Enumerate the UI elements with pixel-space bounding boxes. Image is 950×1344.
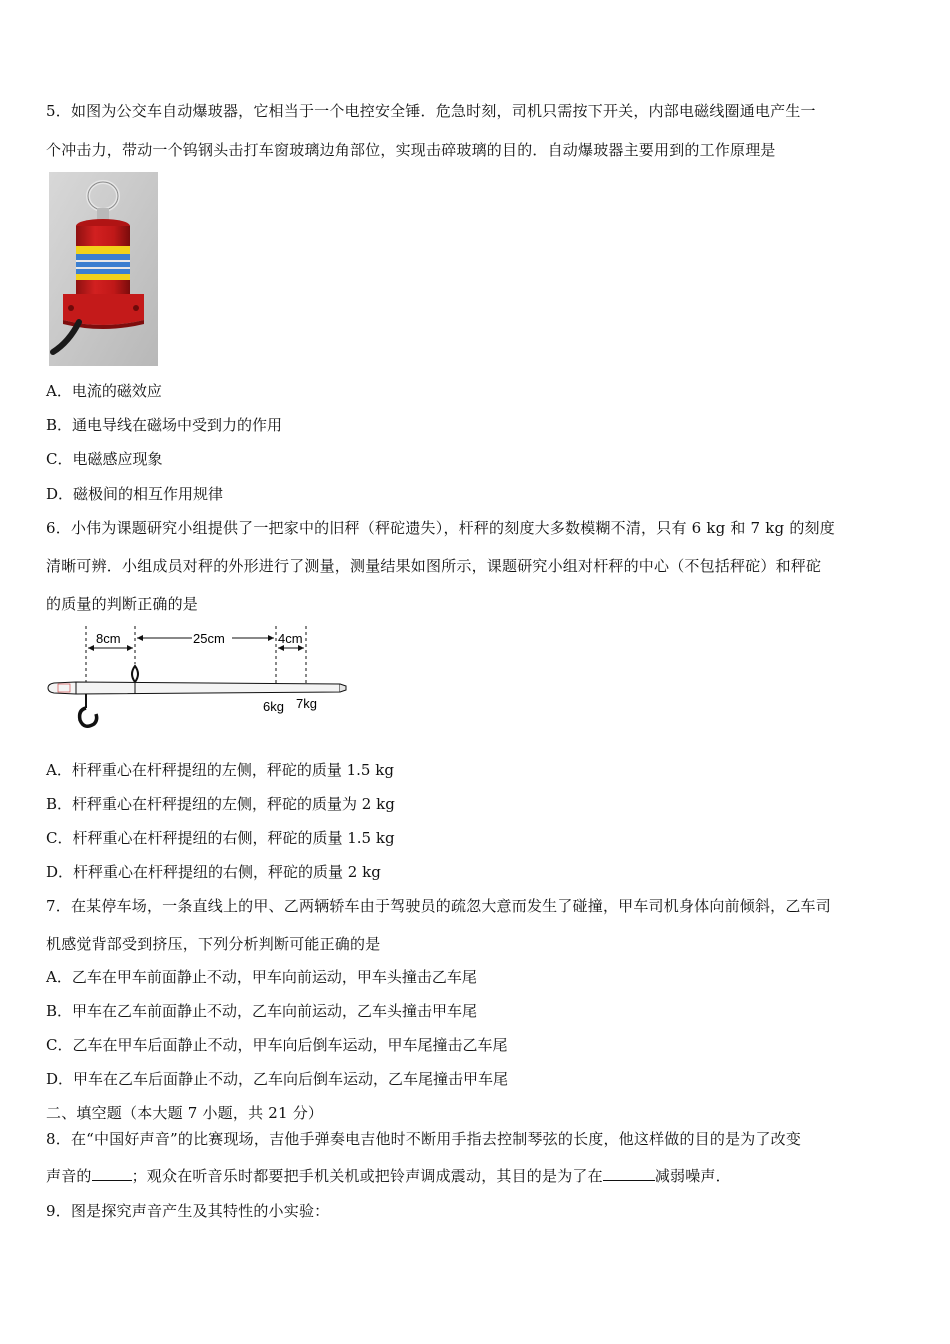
q8-blank-1[interactable] (92, 1166, 132, 1181)
q7-stem-line-2: 机感觉背部受到挤压，下列分析判断可能正确的是 (46, 935, 381, 953)
q6-option-c: C．杆秤重心在杆秤提纽的右侧，秤砣的质量 1.5 kg (46, 829, 395, 847)
q8-text-part-3: 减弱噪声． (654, 1167, 731, 1185)
mark-6kg: 6kg (263, 699, 284, 714)
q8-stem-line-1: 8．在“中国好声音”的比赛现场，吉他手弹奏电吉他时不断用手指去控制琴弦的长度，他这样做的目的是为了改变 (46, 1130, 802, 1148)
q5-option-a: A．电流的磁效应 (46, 382, 162, 400)
q5-option-d: D．磁极间的相互作用规律 (46, 485, 224, 503)
q6-option-b: B．杆秤重心在杆秤提纽的左侧，秤砣的质量为 2 kg (46, 795, 395, 813)
q5-stem-line-2: 个冲击力，带动一个钨钢头击打车窗玻璃边角部位，实现击碎玻璃的目的．自动爆玻器主要用到的工作原理是 (46, 141, 776, 159)
q6-stem-line-1: 6．小伟为课题研究小组提供了一把家中的旧秤（秤砣遗失），杆秤的刻度大多数模糊不清，只有 6 kg 和 7 kg 的刻度 (46, 519, 835, 537)
q8-text-part-2: ；观众在听音乐时都要把手机关机或把铃声调成震动，其目的是为了在 (131, 1167, 603, 1185)
q7-option-a: A．乙车在甲车前面静止不动，甲车向前运动，甲车头撞击乙车尾 (46, 968, 477, 986)
q7-option-c: C．乙车在甲车后面静止不动，甲车向后倒车运动，甲车尾撞击乙车尾 (46, 1036, 508, 1054)
q7-option-d: D．甲车在乙车后面静止不动，乙车向后倒车运动，乙车尾撞击甲车尾 (46, 1070, 509, 1088)
auto-glass-breaker-photo (49, 172, 158, 366)
steelyard-diagram (40, 622, 350, 737)
section-2-title: 二、填空题（本大题 7 小题，共 21 分） (46, 1104, 324, 1122)
q5-option-c: C．电磁感应现象 (46, 450, 163, 468)
q8-stem-line-2 (46, 1166, 910, 1186)
q9-stem-line-1: 9．图是探究声音产生及其特性的小实验： (46, 1202, 330, 1220)
q5-option-b: B．通电导线在磁场中受到力的作用 (46, 416, 283, 434)
q8-text-part-1: 声音的 (46, 1167, 92, 1185)
dim-8cm: 8cm (96, 631, 121, 646)
q7-option-b: B．甲车在乙车前面静止不动，乙车向前运动，乙车头撞击甲车尾 (46, 1002, 478, 1020)
q7-stem-line-1: 7．在某停车场，一条直线上的甲、乙两辆轿车由于驾驶员的疏忽大意而发生了碰撞，甲车司机身体向前倾斜，乙车司 (46, 897, 831, 915)
mark-7kg: 7kg (296, 696, 317, 711)
dim-4cm: 4cm (278, 631, 303, 646)
q6-option-a: A．杆秤重心在杆秤提纽的左侧，秤砣的质量 1.5 kg (46, 761, 394, 779)
q6-option-d: D．杆秤重心在杆秤提纽的右侧，秤砣的质量 2 kg (46, 863, 381, 881)
q5-stem-line-1: 5．如图为公交车自动爆玻器，它相当于一个电控安全锤．危急时刻，司机只需按下开关，内部电磁线圈通电产生一 (46, 102, 816, 120)
q6-stem-line-3: 的质量的判断正确的是 (46, 595, 199, 613)
q6-stem-line-2: 清晰可辨．小组成员对秤的外形进行了测量，测量结果如图所示，课题研究小组对杆秤的中心（不包括秤砣）和秤砣 (46, 557, 822, 575)
q8-blank-2[interactable] (603, 1166, 655, 1181)
dim-25cm: 25cm (193, 631, 225, 646)
